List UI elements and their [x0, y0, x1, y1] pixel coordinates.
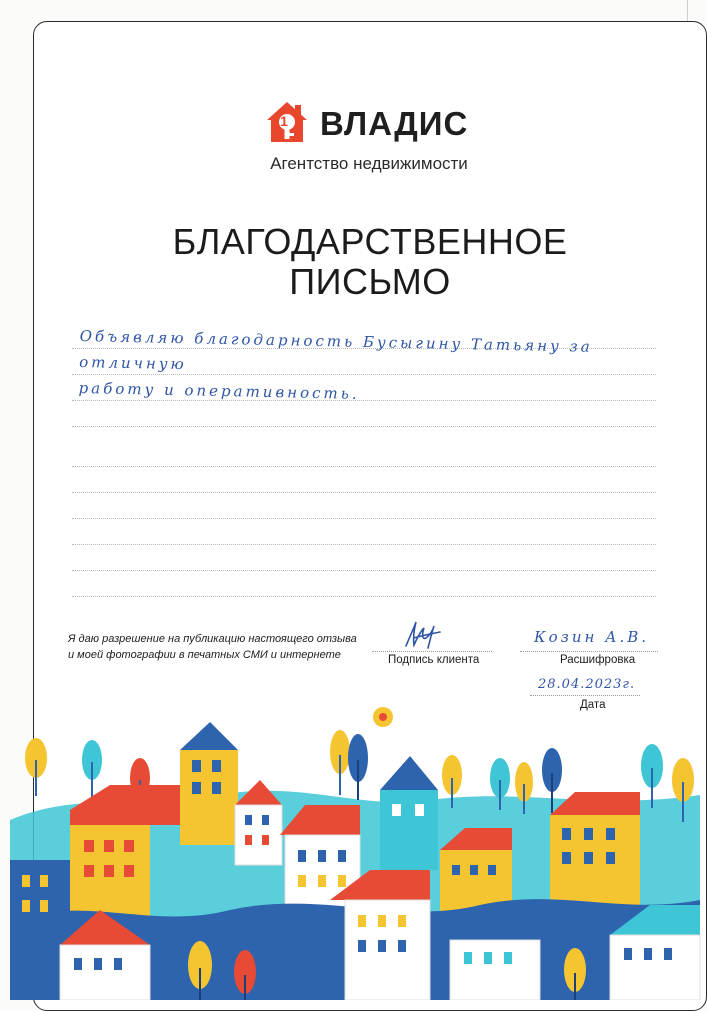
svg-text:1: 1	[280, 113, 288, 129]
client-signature-label: Подпись клиента	[388, 654, 480, 666]
ruled-line	[72, 596, 656, 597]
city-illustration	[0, 700, 707, 1000]
tree-icon	[82, 740, 102, 798]
ruled-line	[72, 466, 656, 467]
ruled-line	[72, 518, 656, 519]
company-logo	[262, 100, 492, 150]
logo-wordmark: ВЛАДИС	[320, 105, 469, 142]
consent-line-1: Я даю разрешение на публикацию настоящего отзыва	[68, 633, 357, 645]
house-building	[550, 792, 640, 905]
signature-line	[372, 651, 492, 652]
decoding-label: Расшифровка	[560, 654, 636, 666]
decoding-value: Козин А.В.	[534, 628, 650, 646]
decoding-line	[520, 651, 658, 652]
house-building	[330, 870, 430, 1000]
message-line-1: Объявляю благодарность Бусыгину Татьяну за отличную	[78, 326, 593, 374]
ruled-line	[72, 544, 656, 545]
logo-digit	[279, 113, 289, 129]
title-line-2: ПИСЬМО	[289, 261, 451, 302]
consent-line-2: и моей фотографии в печатных СМИ и интернете	[68, 649, 341, 661]
ruled-line	[72, 492, 656, 493]
publication-consent	[68, 631, 358, 663]
tree-icon	[641, 744, 663, 808]
handwritten-message	[78, 323, 650, 413]
ruled-line	[72, 426, 656, 427]
date-line	[530, 695, 640, 696]
client-signature	[400, 618, 444, 650]
title-line-1: БЛАГОДАРСТВЕННОЕ	[172, 221, 568, 262]
tree-icon	[330, 730, 350, 795]
date-value: 28.04.2023г.	[538, 677, 636, 692]
date-label: Дата	[580, 699, 606, 711]
house-building	[380, 756, 438, 870]
document-title	[100, 222, 640, 302]
tree-icon	[348, 734, 368, 800]
ruled-line	[72, 570, 656, 571]
letter-body	[72, 318, 660, 608]
tree-icon	[25, 738, 47, 796]
message-line-2: работу и оперативность.	[78, 378, 360, 403]
tower-building	[180, 722, 238, 845]
agency-subtitle: Агентство недвижимости	[270, 154, 468, 173]
